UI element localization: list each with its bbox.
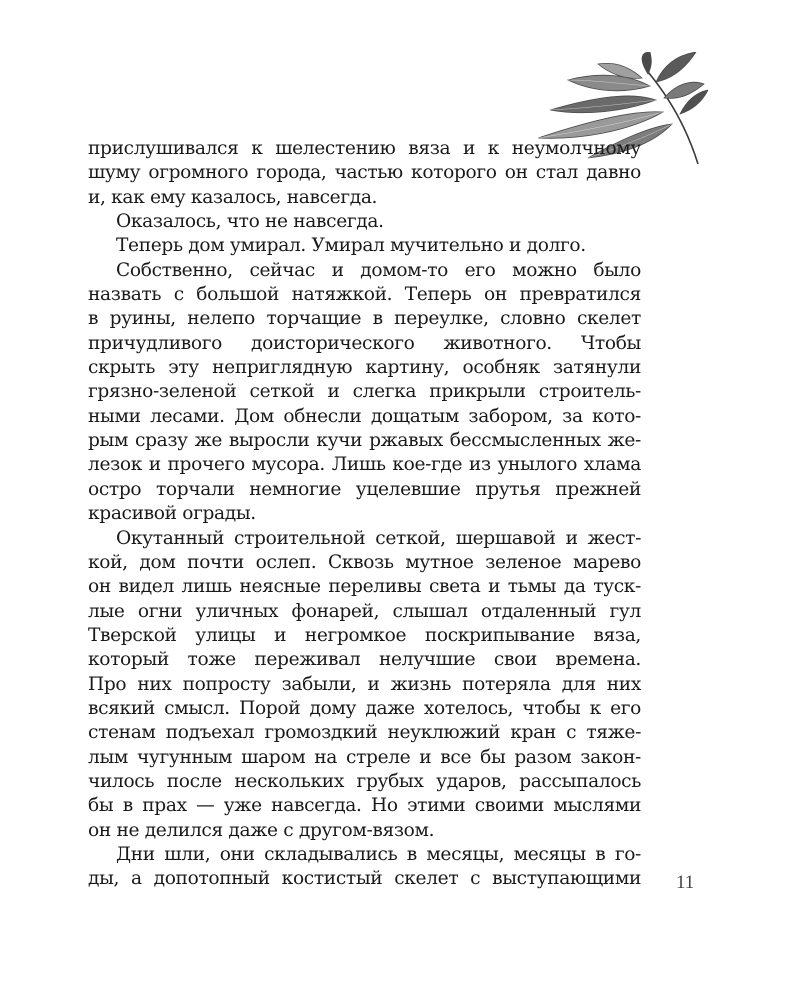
- text-line: Теперь дом умирал. Умирал мучительно и долго.: [116, 235, 586, 257]
- text-line: скрыть эту неприглядную картину, особняк затянули: [88, 357, 641, 379]
- text-line: лезок и прочего мусора. Лишь кое-где из унылого хлама: [88, 454, 641, 476]
- text-line: красивой ограды.: [88, 503, 256, 525]
- text-line: Оказалось, что не навсегда.: [116, 211, 384, 233]
- text-line: ными лесами. Дом обнесли дощатым забором, за кото-: [88, 405, 641, 427]
- text-line: стенам подъехал громоздкий неуклюжий кран с тяже-: [88, 722, 641, 744]
- text-line: ды, а допотопный костистый скелет с выступающими: [88, 868, 641, 890]
- text-line: Дни шли, они складывались в месяцы, месяцы в го-: [116, 843, 641, 865]
- text-line: он видел лишь неясные переливы света и тьмы да туск-: [88, 576, 641, 598]
- text-line: назвать с большой натяжкой. Теперь он превратился: [88, 284, 641, 306]
- text-line: Окутанный строительной сеткой, шершавой и жест-: [116, 527, 641, 549]
- text-line: который тоже переживал нелучшие свои времена.: [88, 649, 641, 671]
- body-text: [88, 137, 641, 892]
- text-line: причудливого доисторического животного. Чтобы: [88, 332, 641, 354]
- text-line: и, как ему казалось, навсегда.: [88, 186, 378, 208]
- text-line: он не делился даже с другом-вязом.: [88, 819, 435, 841]
- text-line: Про них попросту забыли, и жизнь потеряла для них: [88, 673, 641, 695]
- text-line: рым сразу же выросли кучи ржавых бессмысленных же-: [88, 430, 641, 452]
- text-line: грязно-зеленой сеткой и слегка прикрыли строитель-: [88, 381, 641, 403]
- text-line: кой, дом почти ослеп. Сквозь мутное зеленое марево: [88, 551, 641, 573]
- text-line: бы в прах — уже навсегда. Но этими своими мыслями: [88, 795, 641, 817]
- text-line: остро торчали немногие уцелевшие прутья прежней: [88, 478, 641, 500]
- page-number: 11: [676, 872, 695, 893]
- text-line: Собственно, сейчас и домом-то его можно было: [116, 259, 641, 281]
- text-line: Тверской улицы и негромкое поскрипывание вяза,: [88, 624, 641, 646]
- text-line: всякий смысл. Порой дому даже хотелось, чтобы к его: [88, 697, 641, 719]
- text-line: шуму огромного города, частью которого он стал давно: [88, 162, 641, 184]
- text-line: лым чугунным шаром на стреле и все бы разом закон-: [88, 746, 641, 768]
- text-line: чилось после нескольких грубых ударов, рассыпалось: [88, 770, 641, 792]
- text-line: лые огни уличных фонарей, слышал отдаленный гул: [88, 600, 641, 622]
- text-line: прислушивался к шелестению вяза и к неумолчному: [88, 138, 641, 159]
- text-line: в руины, нелепо торчащие в переулке, словно скелет: [88, 308, 641, 330]
